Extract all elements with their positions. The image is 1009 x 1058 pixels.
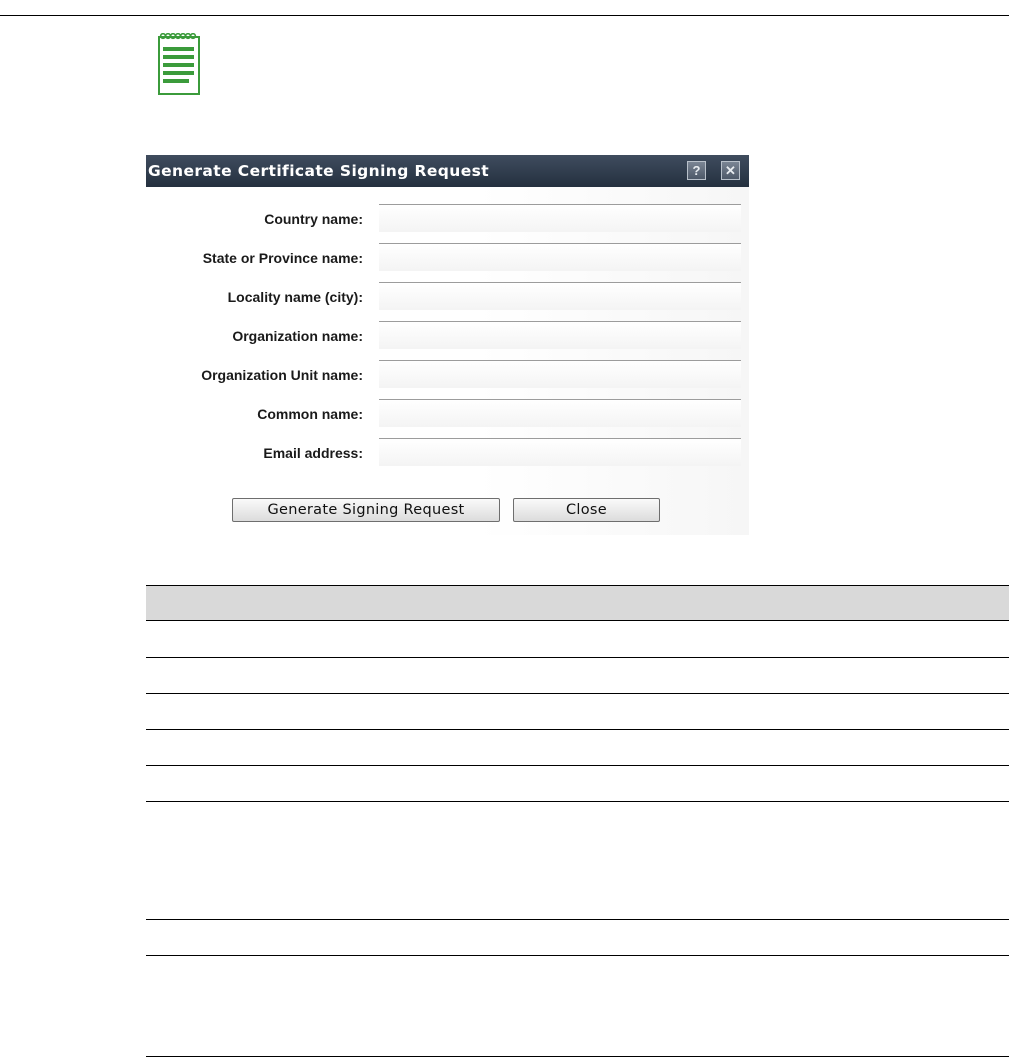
table-row-divider xyxy=(146,1056,1009,1057)
locality-label: Locality name (city): xyxy=(227,289,363,305)
generate-signing-request-button[interactable]: Generate Signing Request xyxy=(232,498,500,522)
common-name-input[interactable] xyxy=(379,399,741,427)
locality-input[interactable] xyxy=(379,282,741,310)
common-name-label: Common name: xyxy=(257,406,363,422)
help-icon[interactable]: ? xyxy=(687,161,706,180)
organization-unit-input[interactable] xyxy=(379,360,741,388)
table-row-divider xyxy=(146,693,1009,694)
table-row-divider xyxy=(146,765,1009,766)
table-row-divider xyxy=(146,801,1009,802)
dialog-title: Generate Certificate Signing Request xyxy=(148,162,490,180)
state-province-input[interactable] xyxy=(379,243,741,271)
country-name-label: Country name: xyxy=(264,211,363,227)
email-address-label: Email address: xyxy=(263,445,363,461)
top-rule xyxy=(0,15,1009,16)
dialog-title-bar[interactable] xyxy=(146,155,749,187)
note-icon xyxy=(158,33,202,97)
close-button[interactable]: Close xyxy=(513,498,660,522)
organization-label: Organization name: xyxy=(232,328,363,344)
email-address-input[interactable] xyxy=(379,438,741,466)
organization-input[interactable] xyxy=(379,321,741,349)
table-row-divider xyxy=(146,955,1009,956)
table-header xyxy=(146,585,1009,621)
organization-unit-label: Organization Unit name: xyxy=(201,367,363,383)
csr-dialog xyxy=(146,155,749,535)
close-icon[interactable]: ✕ xyxy=(721,161,740,180)
table-row-divider xyxy=(146,729,1009,730)
state-province-label: State or Province name: xyxy=(202,250,363,266)
table-row-divider xyxy=(146,657,1009,658)
dialog-body xyxy=(146,187,749,535)
table-row-divider xyxy=(146,919,1009,920)
country-name-input[interactable] xyxy=(379,204,741,232)
